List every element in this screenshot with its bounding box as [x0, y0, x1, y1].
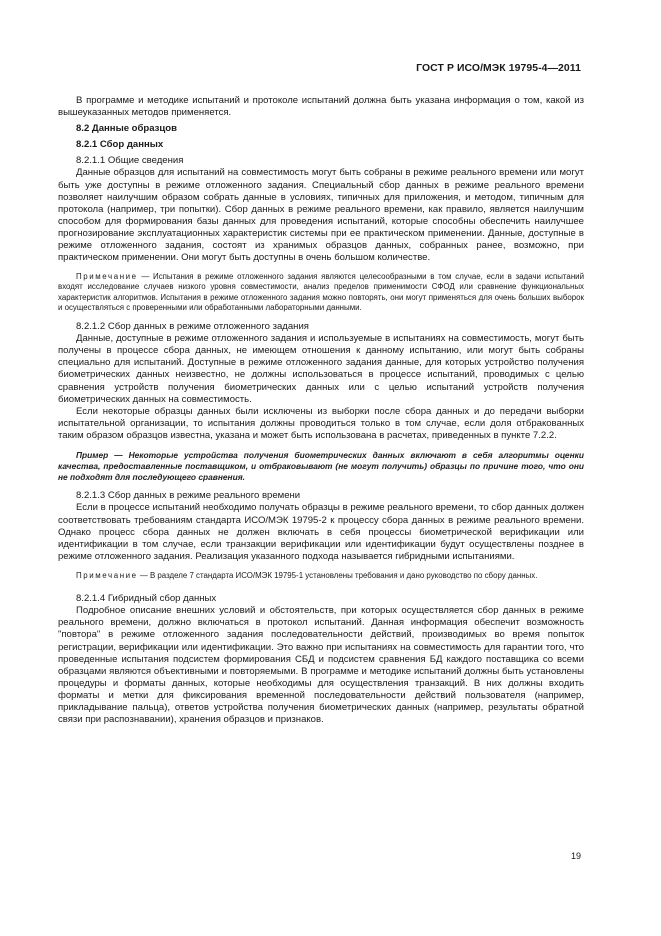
- paragraph-8-2-1-2-b: Если некоторые образцы данных были исключены из выборки после сбора данных и до передачи выборки испытательной организации, то испытания должны проводиться только в том случае, если доля отбракованных таким образом образцов известна, указана и может быть использована в расчетах, приведенных в пункте 7.2.2.: [58, 405, 584, 441]
- intro-paragraph: В программе и методике испытаний и протоколе испытаний должна быть указана информация о том, какой из вышеуказанных методов применяется.: [58, 95, 584, 119]
- note-data-collection: [58, 571, 584, 581]
- example-lead: Пример: [76, 449, 109, 460]
- note-text: — Испытания в режиме отложенного задания являются целесообразными в том случае, если в задачи испытаний входят исследование случаев низкого уровня совместимости, анализ пределов применимости СФОД или сравнение функциональных характеристик алгоритмов. Испытания в режиме отложенного задания можно повторять, они могут применяться для очень больших выборок и осуществляться с проверенными или обработанными лабораторными данными.: [58, 272, 584, 312]
- paragraph-8-2-1-4: Подробное описание внешних условий и обстоятельств, при которых осуществляется сбор данных в режиме реального времени, должно включаться в протокол испытаний. Данная информация обеспечит возможность "повтора" в режиме отложенного задания последовательности действий, производимых во время попыток регистрации, верификации или идентификации. Это важно при испытаниях на совместимость для гарантии того, что проведенные испытания подсистем формирования СБД и подсистем сравнения БД каждого поставщика со всеми образцами являются объективными и повторяемыми. В программе и методике испытаний должны быть установлены процедуры и форматы данных, которые необходимы для осуществления транзакций. В них должны входить форматы и метки для фиксирования временной последовательности действий пользователя (например, прикладывание пальца), ответов устройства получения биометрических данных (например, результаты обратной связи при распознавании), хранения образцов и признаков.: [58, 605, 584, 726]
- note-lead: Примечание: [76, 570, 138, 580]
- example-block: [58, 450, 584, 482]
- section-heading-8-2-1-3: 8.2.1.3 Сбор данных в режиме реального времени: [76, 490, 301, 502]
- document-body: [58, 95, 584, 726]
- note-text: — В разделе 7 стандарта ИСО/МЭК 19795-1 установлены требования и дано руководство по сбору данных.: [137, 570, 538, 580]
- section-heading-8-2-1-2: 8.2.1.2 Сбор данных в режиме отложенного задания: [76, 321, 309, 333]
- page-number: 19: [570, 851, 581, 861]
- section-heading-8-2: 8.2 Данные образцов: [76, 123, 177, 135]
- paragraph-8-2-1-3: Если в процессе испытаний необходимо получать образцы в режиме реального времени, то сбор данных должен соответствовать требованиям стандарта ИСО/МЭК 19795-2 к процессу сбора данных в режиме реального времени. Однако процесс сбора данных не должен включать в себя процессы биометрической верификации или идентификации в том случае, если транзакции верификации или идентификации будут осуществлены позднее в режиме отложенного задания. Реализация указанного подхода называется гибридными испытаниями.: [58, 502, 584, 562]
- example-text: — Некоторые устройства получения биометрических данных включают в себя алгоритмы оценки качества, предоставленные поставщиком, и отбраковывают (не могут получить) образцы по причине того, что они не подходят для последующего сравнения.: [58, 449, 584, 482]
- note-offline-testing: [58, 272, 584, 313]
- standard-header: ГОСТ Р ИСО/МЭК 19795-4—2011: [416, 63, 581, 74]
- paragraph-8-2-1-2-a: Данные, доступные в режиме отложенного задания и используемые в испытаниях на совместимость, могут быть получены в процессе сбора данных, не имеющем отношения к данному испытанию, или могут быть собраны специально для испытаний. Доступные в режиме отложенного задания данные, для которых устройство получения биометрических данных неизвестно, не должны использоваться в процессе испытаний, проводимых с целью сравнения устройств получения биометрических данных или с целью испытаний устройств получения биометрических данных на совместимость.: [58, 333, 584, 405]
- paragraph-8-2-1-1: Данные образцов для испытаний на совместимость могут быть собраны в режиме реального времени или могут быть уже доступны в режиме отложенного задания. Специальный сбор данных в режиме реального времени позволяет наилучшим образом собрать данные в условиях, типичных для приложения, и методом, типичным для протокола (например, три попытки). Сбор данных в режиме реального времени, как правило, является наилучшим способом для формирования базы данных для проведения испытаний, которые способны обеспечить наилучшее прогнозирование эксплуатационных характеристик системы при ее практическом применении. Данные, доступные в режиме отложенного задания, состоят из хранимых образцов данных, собранных ранее, возможно, при практическом применении. Они могут быть доступны в очень большом количестве.: [58, 167, 584, 264]
- section-heading-8-2-1-4: 8.2.1.4 Гибридный сбор данных: [76, 593, 217, 605]
- section-heading-8-2-1: 8.2.1 Сбор данных: [76, 139, 164, 151]
- note-lead: Примечание: [76, 272, 138, 282]
- section-heading-8-2-1-1: 8.2.1.1 Общие сведения: [76, 155, 184, 167]
